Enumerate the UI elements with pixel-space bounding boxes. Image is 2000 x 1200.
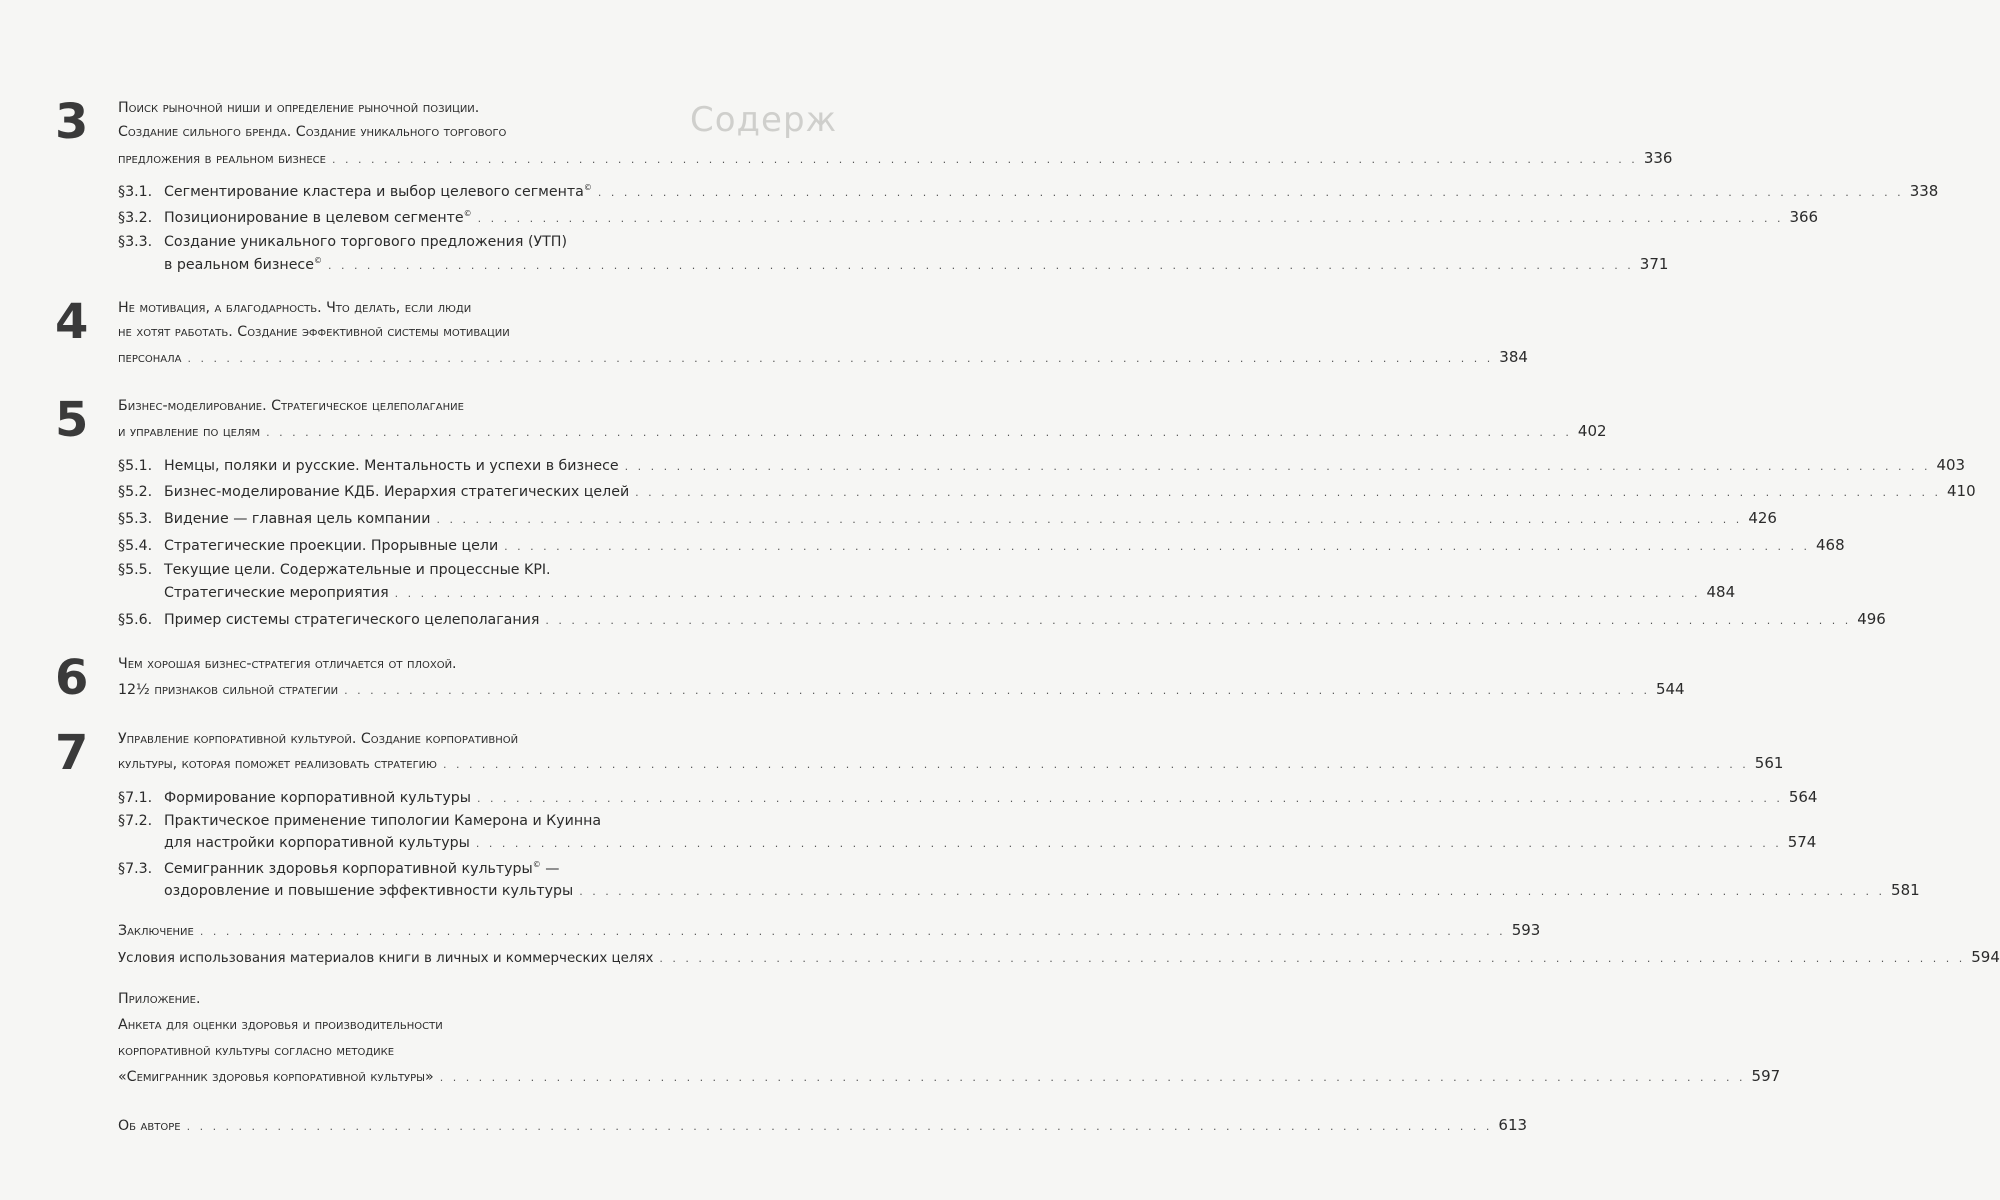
leader-dots: . . . . . . . . . . . . . . . . . . . . . . . . . . . . . . . . . . . . . . . . . . . . . . . . . . . . . . . . . . . . . . . . . . . . . . . . . . . . . . . . . . . . . . . . . . . . . . . . . . . . . xyxy=(186,1120,1493,1133)
section-title: Сегментирование кластера и выбор целевого сегмента xyxy=(164,184,584,200)
chapter-3-title-line1: Поиск рыночной ниши и определение рыночной позиции. xyxy=(118,100,480,116)
chapter-4-title-line3: персонала xyxy=(118,350,182,366)
page-number: 484 xyxy=(1706,583,1736,601)
section-title-line2: оздоровление и повышение эффективности культуры xyxy=(164,883,574,899)
section-title-line2: для настройки корпоративной культуры xyxy=(164,835,470,851)
section-title: Немцы, поляки и русские. Ментальность и успехи в бизнесе xyxy=(164,458,619,474)
chapter-3-title-line2: Создание сильного бренда. Создание уникального торгового xyxy=(118,124,507,140)
about-author-title: Об авторе xyxy=(118,1118,181,1134)
toc-entry-section-7-3[interactable] xyxy=(164,880,1920,902)
chapter-number-4: 4 xyxy=(55,294,89,350)
section-title-tail: — xyxy=(540,861,560,877)
leader-dots: . . . . . . . . . . . . . . . . . . . . . . . . . . . . . . . . . . . . . . . . . . . . . . . . . . . . . . . . . . . . . . . . . . . . . . . . . . . . . . . . . . . . . . . . . . . . . . . . . . . . . xyxy=(394,587,1701,600)
chapter-7-title-line1: Управление корпоративной культурой. Создание корпоративной xyxy=(118,731,519,747)
toc-entry-terms[interactable] xyxy=(118,947,2000,969)
toc-entry-section-5-2[interactable] xyxy=(118,481,1976,503)
toc-entry-chapter-6[interactable] xyxy=(118,679,1685,701)
leader-dots: . . . . . . . . . . . . . . . . . . . . . . . . . . . . . . . . . . . . . . . . . . . . . . . . . . . . . . . . . . . . . . . . . . . . . . . . . . . . . . . . . . . . . . . . . . . . . . . . . . . . . xyxy=(327,259,1634,272)
copyright-mark: © xyxy=(583,183,592,192)
leader-dots: . . . . . . . . . . . . . . . . . . . . . . . . . . . . . . . . . . . . . . . . . . . . . . . . . . . . . . . . . . . . . . . . . . . . . . . . . . . . . . . . . . . . . . . . . . . . . . . . . . . . . xyxy=(187,352,1494,365)
section-code: §5.3. xyxy=(118,511,153,527)
page-number: 544 xyxy=(1655,680,1685,698)
leader-dots: . . . . . . . . . . . . . . . . . . . . . . . . . . . . . . . . . . . . . . . . . . . . . . . . . . . . . . . . . . . . . . . . . . . . . . . . . . . . . . . . . . . . . . . . . . . . . . . . . . . . . xyxy=(504,540,1810,553)
leader-dots: . . . . . . . . . . . . . . . . . . . . . . . . . . . . . . . . . . . . . . . . . . . . . . . . . . . . . . . . . . . . . . . . . . . . . . . . . . . . . . . . . . . . . . . . . . . . . . . . . . . . . xyxy=(477,792,1783,805)
chapter-7-title-line2: культуры, которая поможет реализовать стратегию xyxy=(118,756,437,772)
page-number: 496 xyxy=(1857,610,1886,628)
section-5-5-title-line1 xyxy=(118,560,710,580)
leader-dots: . . . . . . . . . . . . . . . . . . . . . . . . . . . . . . . . . . . . . . . . . . . . . . . . . . . . . . . . . . . . . . . . . . . . . . . . . . . . . . . . . . . . . . . . . . . . . . . . . . . . . xyxy=(659,952,1966,965)
section-7-2-title-line1 xyxy=(118,811,710,831)
section-3-3-title-line1 xyxy=(118,232,710,252)
toc-entry-section-5-5[interactable] xyxy=(164,582,1736,604)
toc-entry-chapter-5[interactable] xyxy=(118,421,1607,443)
section-code: §3.1. xyxy=(118,184,153,200)
toc-entry-appendix[interactable] xyxy=(118,1066,1781,1088)
section-7-3-title-line1 xyxy=(118,859,710,879)
ghost-heading-bleedthrough: Содерж xyxy=(690,100,838,140)
toc-entry-chapter-7[interactable] xyxy=(118,753,1784,775)
leader-dots: . . . . . . . . . . . . . . . . . . . . . . . . . . . . . . . . . . . . . . . . . . . . . . . . . . . . . . . . . . . . . . . . . . . . . . . . . . . . . . . . . . . . . . . . . . . . . . . . . . . . . xyxy=(475,837,1782,850)
section-title-line2: Стратегические мероприятия xyxy=(164,585,389,601)
page-number: 402 xyxy=(1577,422,1607,440)
page-number: 371 xyxy=(1639,255,1669,273)
leader-dots: . . . . . . . . . . . . . . . . . . . . . . . . . . . . . . . . . . . . . . . . . . . . . . . . . . . . . . . . . . . . . . . . . . . . . . . . . . . . . . . . . . . . . . . . . . . . . . . . . . . . . xyxy=(477,212,1784,225)
section-code: §5.6. xyxy=(118,612,153,628)
section-code: §7.3. xyxy=(118,861,153,877)
page-number: 403 xyxy=(1936,456,1966,474)
section-code: §7.2. xyxy=(118,813,153,829)
toc-entry-conclusion[interactable] xyxy=(118,920,1541,942)
leader-dots: . . . . . . . . . . . . . . . . . . . . . . . . . . . . . . . . . . . . . . . . . . . . . . . . . . . . . . . . . . . . . . . . . . . . . . . . . . . . . . . . . . . . . . . . . . . . . . . . . . . . . xyxy=(624,460,1931,473)
leader-dots: . . . . . . . . . . . . . . . . . . . . . . . . . . . . . . . . . . . . . . . . . . . . . . . . . . . . . . . . . . . . . . . . . . . . . . . . . . . . . . . . . . . . . . . . . . . . . . . . . . . . . xyxy=(635,486,1941,499)
section-title: Семигранник здоровья корпоративной культуры xyxy=(164,861,533,877)
toc-entry-section-7-1[interactable] xyxy=(118,787,1818,809)
section-title: Пример системы стратегического целеполагания xyxy=(164,612,540,628)
section-code: §5.4. xyxy=(118,538,153,554)
section-title: Видение — главная цель компании xyxy=(164,511,431,527)
section-code: §5.2. xyxy=(118,484,153,500)
appendix-title-line1: Приложение. xyxy=(118,991,201,1007)
toc-entry-section-3-1[interactable] xyxy=(118,181,1939,203)
page-number: 597 xyxy=(1751,1067,1781,1085)
terms-title: Условия использования материалов книги в личных и коммерческих целях xyxy=(118,951,654,966)
chapter-6-title-line2: 12½ признаков сильной стратегии xyxy=(118,682,339,698)
leader-dots: . . . . . . . . . . . . . . . . . . . . . . . . . . . . . . . . . . . . . . . . . . . . . . . . . . . . . . . . . . . . . . . . . . . . . . . . . . . . . . . . . . . . . . . . . . . . . . . . . . . . . xyxy=(597,186,1904,199)
section-title: Позиционирование в целевом сегменте xyxy=(164,210,464,226)
leader-dots: . . . . . . . . . . . . . . . . . . . . . . . . . . . . . . . . . . . . . . . . . . . . . . . . . . . . . . . . . . . . . . . . . . . . . . . . . . . . . . . . . . . . . . . . . . . . . . . . . . . . . xyxy=(439,1071,1746,1084)
page-number: 384 xyxy=(1499,348,1528,366)
chapter-4-title-line2: не хотят работать. Создание эффективной системы мотивации xyxy=(118,324,510,340)
leader-dots: . . . . . . . . . . . . . . . . . . . . . . . . . . . . . . . . . . . . . . . . . . . . . . . . . . . . . . . . . . . . . . . . . . . . . . . . . . . . . . . . . . . . . . . . . . . . . . . . . . . . . xyxy=(545,614,1852,627)
page-number: 410 xyxy=(1947,482,1976,500)
section-code: §5.5. xyxy=(118,562,153,578)
page-number: 564 xyxy=(1788,788,1818,806)
appendix-title-line2: Анкета для оценки здоровья и производительности xyxy=(118,1017,443,1033)
toc-entry-section-3-2[interactable] xyxy=(118,207,1819,229)
section-code: §3.2. xyxy=(118,210,153,226)
section-title: Бизнес-моделирование КДБ. Иерархия стратегических целей xyxy=(164,484,630,500)
leader-dots: . . . . . . . . . . . . . . . . . . . . . . . . . . . . . . . . . . . . . . . . . . . . . . . . . . . . . . . . . . . . . . . . . . . . . . . . . . . . . . . . . . . . . . . . . . . . . . . . . . . . . xyxy=(199,925,1506,938)
toc-entry-about-author[interactable] xyxy=(118,1115,1528,1137)
page-number: 468 xyxy=(1816,536,1845,554)
section-code: §5.1. xyxy=(118,458,153,474)
appendix-title-line3: корпоративной культуры согласно методике xyxy=(118,1043,395,1059)
chapter-number-5: 5 xyxy=(55,392,89,448)
page-number: 338 xyxy=(1909,182,1939,200)
section-code: §7.1. xyxy=(118,790,153,806)
leader-dots: . . . . . . . . . . . . . . . . . . . . . . . . . . . . . . . . . . . . . . . . . . . . . . . . . . . . . . . . . . . . . . . . . . . . . . . . . . . . . . . . . . . . . . . . . . . . . . . . . . . . . xyxy=(331,153,1638,166)
leader-dots: . . . . . . . . . . . . . . . . . . . . . . . . . . . . . . . . . . . . . . . . . . . . . . . . . . . . . . . . . . . . . . . . . . . . . . . . . . . . . . . . . . . . . . . . . . . . . . . . . . . . . xyxy=(436,513,1743,526)
conclusion-title: Заключение xyxy=(118,923,194,939)
chapter-number-7: 7 xyxy=(55,725,89,781)
toc-entry-section-7-2[interactable] xyxy=(164,832,1817,854)
copyright-mark: © xyxy=(532,860,541,869)
toc-entry-section-5-1[interactable] xyxy=(118,455,1966,477)
page-number: 426 xyxy=(1748,509,1777,527)
leader-dots: . . . . . . . . . . . . . . . . . . . . . . . . . . . . . . . . . . . . . . . . . . . . . . . . . . . . . . . . . . . . . . . . . . . . . . . . . . . . . . . . . . . . . . . . . . . . . . . . . . . . . xyxy=(266,426,1572,439)
toc-entry-section-5-4[interactable] xyxy=(118,535,1845,557)
toc-entry-chapter-4[interactable] xyxy=(118,347,1528,369)
chapter-3-title-line3: предложения в реальном бизнесе xyxy=(118,151,326,167)
toc-entry-section-3-3[interactable] xyxy=(164,254,1669,276)
section-title: Текущие цели. Содержательные и процессные KPI. xyxy=(164,562,551,578)
leader-dots: . . . . . . . . . . . . . . . . . . . . . . . . . . . . . . . . . . . . . . . . . . . . . . . . . . . . . . . . . . . . . . . . . . . . . . . . . . . . . . . . . . . . . . . . . . . . . . . . . . . . . xyxy=(579,885,1886,898)
section-title-line2: в реальном бизнесе xyxy=(164,257,314,273)
page-number: 581 xyxy=(1891,881,1920,899)
toc-entry-chapter-3[interactable] xyxy=(118,148,1673,170)
section-code: §3.3. xyxy=(118,234,153,250)
toc-entry-section-5-3[interactable] xyxy=(118,508,1777,530)
page-number: 594 xyxy=(1971,948,2000,966)
copyright-mark: © xyxy=(463,209,472,218)
chapter-5-title-line1: Бизнес-моделирование. Стратегическое целеполагание xyxy=(118,398,464,414)
page-number: 366 xyxy=(1789,208,1819,226)
chapter-number-3: 3 xyxy=(55,94,89,150)
page-number: 574 xyxy=(1787,833,1817,851)
section-title: Формирование корпоративной культуры xyxy=(164,790,472,806)
page-number: 613 xyxy=(1498,1116,1528,1134)
section-title: Практическое применение типологии Камерона и Куинна xyxy=(164,813,602,829)
page-number: 593 xyxy=(1511,921,1541,939)
toc-entry-section-5-6[interactable] xyxy=(118,609,1886,631)
appendix-title-line4: «Семигранник здоровья корпоративной культуры» xyxy=(118,1069,434,1085)
chapter-6-title-line1: Чем хорошая бизнес-стратегия отличается от плохой. xyxy=(118,656,457,672)
leader-dots: . . . . . . . . . . . . . . . . . . . . . . . . . . . . . . . . . . . . . . . . . . . . . . . . . . . . . . . . . . . . . . . . . . . . . . . . . . . . . . . . . . . . . . . . . . . . . . . . . . . . . xyxy=(442,758,1749,771)
page-number: 561 xyxy=(1754,754,1784,772)
chapter-5-title-line2: и управление по целям xyxy=(118,424,261,440)
leader-dots: . . . . . . . . . . . . . . . . . . . . . . . . . . . . . . . . . . . . . . . . . . . . . . . . . . . . . . . . . . . . . . . . . . . . . . . . . . . . . . . . . . . . . . . . . . . . . . . . . . . . . xyxy=(344,684,1650,697)
section-title: Создание уникального торгового предложения (УТП) xyxy=(164,234,567,250)
section-title: Стратегические проекции. Прорывные цели xyxy=(164,538,499,554)
chapter-4-title-line1: Не мотивация, а благодарность. Что делать, если люди xyxy=(118,300,472,316)
copyright-mark: © xyxy=(313,256,322,265)
page-number: 336 xyxy=(1643,149,1673,167)
chapter-number-6: 6 xyxy=(55,650,89,706)
